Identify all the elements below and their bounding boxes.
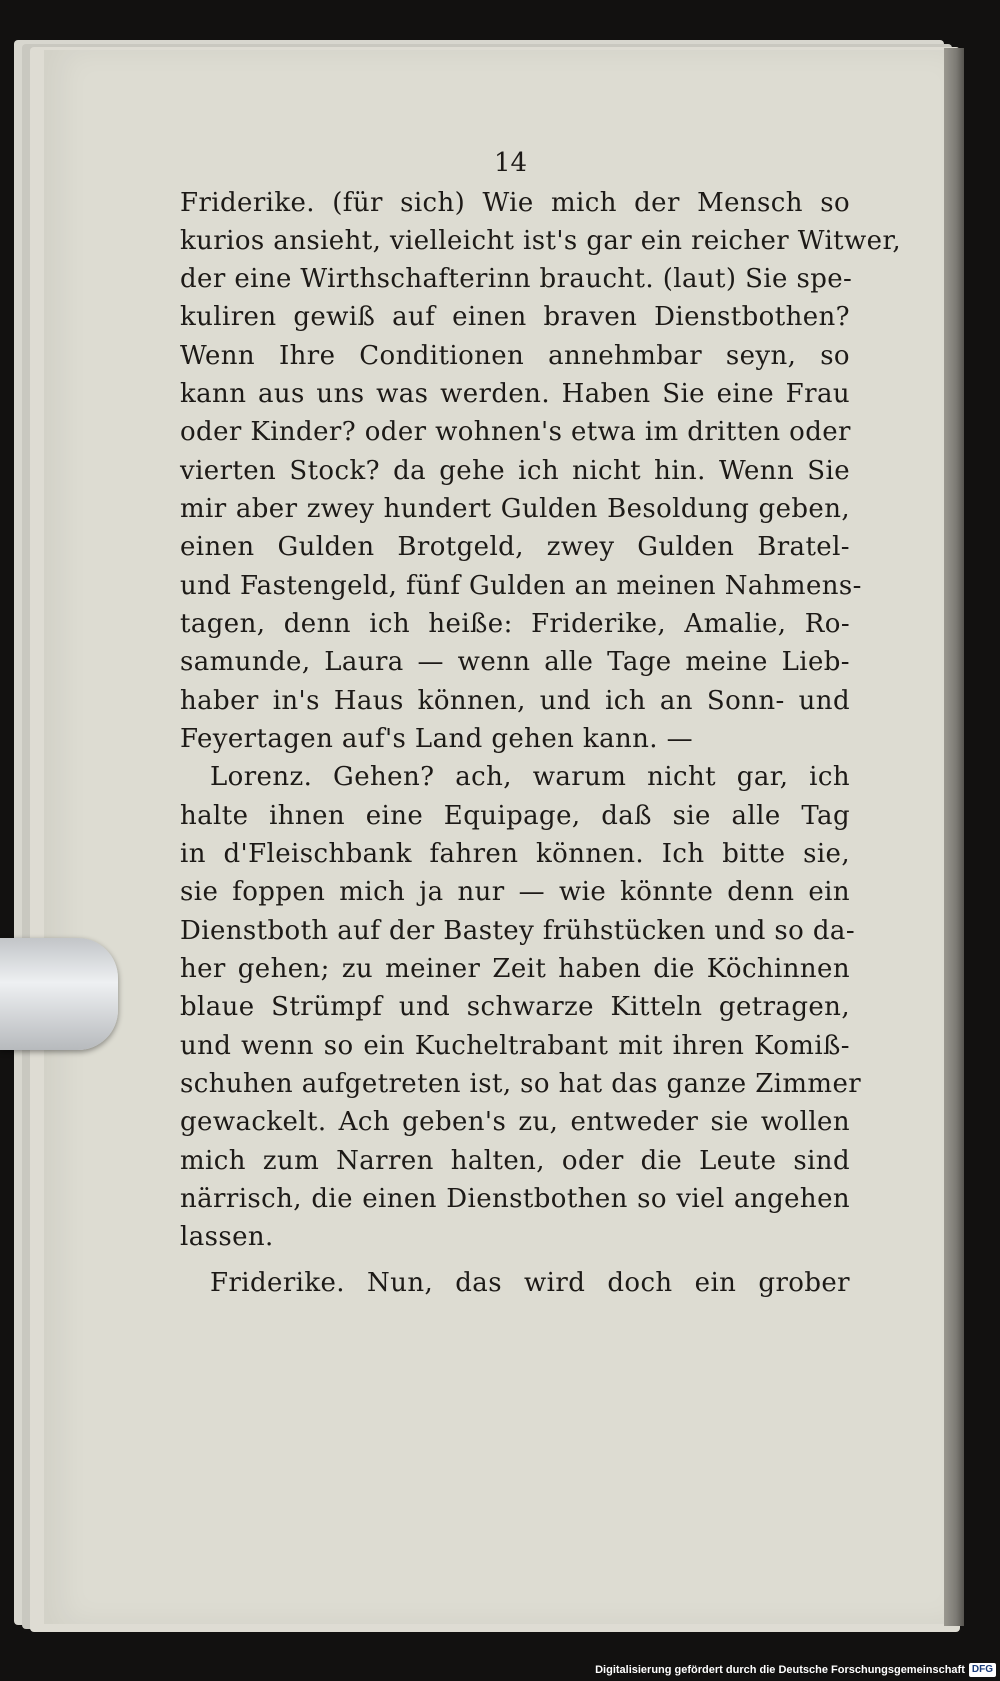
text-line: tagen, denn ich heiße: Friderike, Amalie, Ro- bbox=[180, 609, 850, 639]
text-line: halte ihnen eine Equipage, daß sie alle Tag bbox=[180, 801, 850, 831]
text-line: kuliren gewiß auf einen braven Dienstbothen? bbox=[180, 302, 850, 332]
text-line: schuhen aufgetreten ist, so hat das ganze Zimmer bbox=[180, 1069, 862, 1099]
text-line: her gehen; zu meiner Zeit haben die Köchinnen bbox=[180, 954, 850, 984]
text-line: Lorenz. Gehen? ach, warum nicht gar, ich bbox=[210, 762, 850, 792]
text-line: Wenn Ihre Conditionen annehmbar seyn, so bbox=[180, 341, 850, 371]
text-line: einen Gulden Brotgeld, zwey Gulden Bratel- bbox=[180, 532, 850, 562]
text-line: Friderike. Nun, das wird doch ein grober bbox=[210, 1268, 850, 1298]
text-line: mich zum Narren halten, oder die Leute sind bbox=[180, 1146, 850, 1176]
text-line: kurios ansieht, vielleicht ist's gar ein reicher Witwer, bbox=[180, 226, 902, 256]
text-line: lassen. bbox=[180, 1222, 274, 1252]
credit-text: Digitalisierung gefördert durch die Deutsche Forschungsgemeinschaft bbox=[595, 1664, 965, 1676]
page-gutter-edge bbox=[944, 48, 964, 1626]
text-line: närrisch, die einen Dienstbothen so viel angehen bbox=[180, 1184, 850, 1214]
text-line: und wenn so ein Kucheltrabant mit ihren Komiß- bbox=[180, 1031, 850, 1061]
digitization-credit bbox=[595, 1663, 996, 1677]
text-line: Feyertagen auf's Land gehen kann. — bbox=[180, 724, 693, 754]
text-line: Friderike. (für sich) Wie mich der Mensch so bbox=[180, 188, 850, 218]
text-line: der eine Wirthschafterinn braucht. (laut) Sie spe- bbox=[180, 264, 853, 294]
text-line: kann aus uns was werden. Haben Sie eine Frau bbox=[180, 379, 850, 409]
text-line: vierten Stock? da gehe ich nicht hin. Wenn Sie bbox=[180, 456, 850, 486]
text-line: und Fastengeld, fünf Gulden an meinen Nahmens- bbox=[180, 571, 862, 601]
text-line: blaue Strümpf und schwarze Kitteln getragen, bbox=[180, 992, 850, 1022]
text-line: gewackelt. Ach geben's zu, entweder sie wollen bbox=[180, 1107, 850, 1137]
dfg-logo: DFG bbox=[969, 1663, 996, 1677]
text-line: sie foppen mich ja nur — wie könnte denn ein bbox=[180, 877, 850, 907]
thumb-holding-page bbox=[0, 938, 118, 1050]
page-number: 14 bbox=[494, 148, 528, 178]
text-line: oder Kinder? oder wohnen's etwa im dritten oder bbox=[180, 417, 851, 447]
text-line: in d'Fleischbank fahren können. Ich bitte sie, bbox=[180, 839, 850, 869]
text-line: samunde, Laura — wenn alle Tage meine Lieb- bbox=[180, 647, 850, 677]
text-line: haber in's Haus können, und ich an Sonn- und bbox=[180, 686, 850, 716]
text-line: Dienstboth auf der Bastey frühstücken und so da- bbox=[180, 916, 856, 946]
text-line: mir aber zwey hundert Gulden Besoldung geben, bbox=[180, 494, 850, 524]
